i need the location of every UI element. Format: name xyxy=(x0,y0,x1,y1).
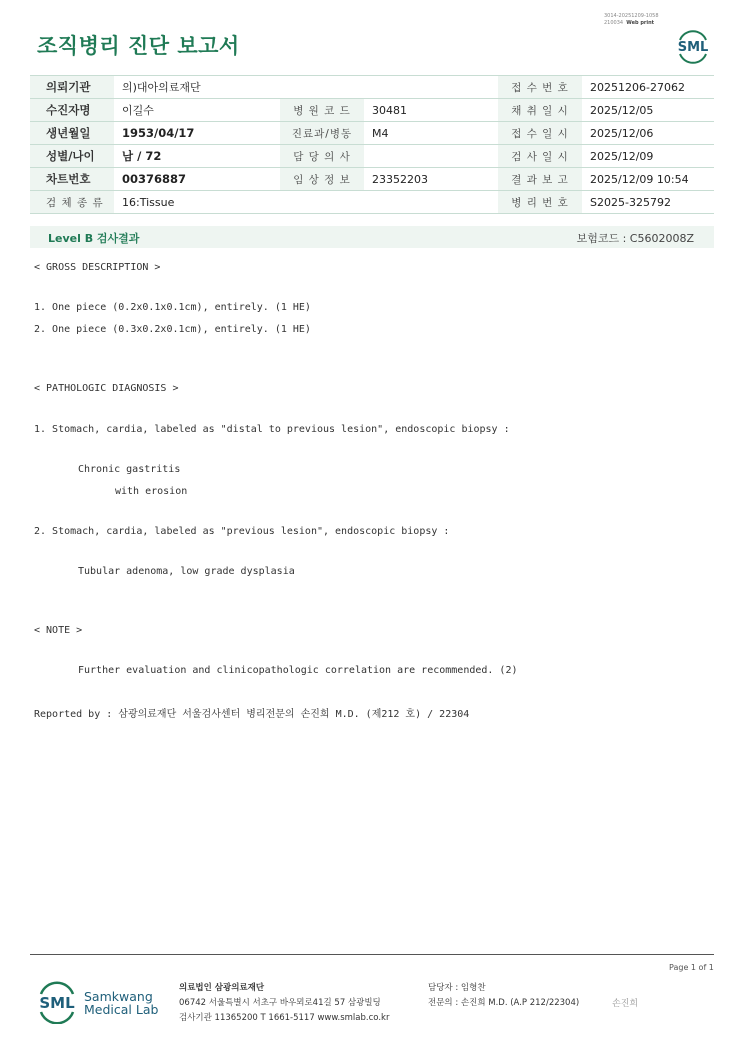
birth-value: 1953/04/17 xyxy=(114,122,280,145)
table-row xyxy=(30,76,714,99)
corp-contact: 검사기관 11365200 T 1661-5117 www.smlab.co.kr xyxy=(179,1013,390,1023)
document-code-line1: 3014-20251209-1058 xyxy=(604,13,659,19)
diagnosis-1-finding: Chronic gastritis xyxy=(78,464,181,475)
exam-date-label: 검 사 일 시 xyxy=(498,145,582,168)
table-row xyxy=(30,99,714,122)
patient-info-table xyxy=(30,75,714,214)
note-heading: < NOTE > xyxy=(34,625,83,636)
logo-top-text: SML xyxy=(677,40,709,55)
hosp-code-value: 30481 xyxy=(364,99,498,122)
exam-date-value: 2025/12/09 xyxy=(582,145,714,168)
brand-name xyxy=(84,990,158,1016)
recv-date-value: 2025/12/06 xyxy=(582,122,714,145)
diagnosis-line-1: 1. Stomach, cardia, labeled as "distal to previous lesion", endoscopic biopsy : xyxy=(34,424,510,435)
diagnosis-line-2: 2. Stomach, cardia, labeled as "previous lesion", endoscopic biopsy : xyxy=(34,526,450,537)
table-row xyxy=(30,145,714,168)
path-no-value: S2025-325792 xyxy=(582,191,714,214)
diagnosis-2-finding: Tubular adenoma, low grade dysplasia xyxy=(78,566,295,577)
chart-label: 차트번호 xyxy=(30,168,114,191)
gross-heading: < GROSS DESCRIPTION > xyxy=(34,262,161,273)
clinical-value: 23352203 xyxy=(364,168,498,191)
brand-line-1: Samkwang xyxy=(84,989,153,1004)
sml-footer-logo-icon xyxy=(36,980,78,1024)
hosp-code-label: 병 원 코 드 xyxy=(280,99,364,122)
note-line-1: Further evaluation and clinicopathologic correlation are recommended. (2) xyxy=(78,665,518,676)
page-title: 조직병리 진단 보고서 xyxy=(37,34,240,58)
collect-date-value: 2025/12/05 xyxy=(582,99,714,122)
staff-info xyxy=(428,981,579,1011)
corp-address: 06742 서울특별시 서초구 바우뫼로41길 57 삼광빌딩 xyxy=(179,998,381,1008)
corp-name: 의료법인 삼광의료재단 xyxy=(179,983,265,993)
doctor-label: 담 당 의 사 xyxy=(280,145,364,168)
clinical-label: 임 상 정 보 xyxy=(280,168,364,191)
client-label: 의뢰기관 xyxy=(30,76,114,99)
collect-date-label: 채 취 일 시 xyxy=(498,99,582,122)
doctor-value xyxy=(364,145,498,168)
gross-line-2: 2. One piece (0.3x0.2x0.1cm), entirely. (1 HE) xyxy=(34,324,311,335)
insurance-code: 보험코드 : C5602008Z xyxy=(576,232,694,245)
footer-divider xyxy=(30,954,714,955)
sex-age-label: 성별/나이 xyxy=(30,145,114,168)
signature: 손진희 xyxy=(612,999,639,1009)
client-value: 의)대아의료재단 xyxy=(114,76,498,99)
diagnosis-heading: < PATHOLOGIC DIAGNOSIS > xyxy=(34,383,179,394)
birth-label: 생년월일 xyxy=(30,122,114,145)
recv-no-label: 접 수 번 호 xyxy=(498,76,582,99)
specimen-label: 검 체 종 류 xyxy=(30,191,114,214)
dept-value: M4 xyxy=(364,122,498,145)
table-row xyxy=(30,122,714,145)
recv-no-value: 20251206-27062 xyxy=(582,76,714,99)
sml-logo-icon xyxy=(674,26,712,64)
brand-line-2: Medical Lab xyxy=(84,1002,159,1017)
level-bar xyxy=(30,226,714,248)
dept-label: 진료과/병동 xyxy=(280,122,364,145)
reported-by: Reported by : 삼광의료재단 서울검사센터 병리전문의 손진희 M.D. (제212 호) / 22304 xyxy=(34,709,470,720)
page-number: Page 1 of 1 xyxy=(669,963,714,972)
document-code-line2: 210034 xyxy=(604,20,624,26)
staff-contact-person: 담당자 : 임형찬 xyxy=(428,983,486,993)
report-date-label: 결 과 보 고 xyxy=(498,168,582,191)
patient-value: 이길수 xyxy=(114,99,280,122)
path-no-label: 병 리 번 호 xyxy=(498,191,582,214)
level-label: Level B 검사결과 xyxy=(48,232,140,245)
web-print-label: Web print xyxy=(626,20,655,26)
specimen-value: 16:Tissue xyxy=(114,191,498,214)
recv-date-label: 접 수 일 시 xyxy=(498,122,582,145)
table-row xyxy=(30,168,714,191)
report-date-value: 2025/12/09 10:54 xyxy=(582,168,714,191)
diagnosis-1-detail: with erosion xyxy=(115,486,188,497)
table-row xyxy=(30,191,714,214)
chart-value: 00376887 xyxy=(114,168,280,191)
staff-specialist: 전문의 : 손진희 M.D. (A.P 212/22304) xyxy=(428,998,580,1008)
patient-label: 수진자명 xyxy=(30,99,114,122)
corp-info xyxy=(179,981,389,1026)
sex-age-value: 남 / 72 xyxy=(114,145,280,168)
logo-bottom-text: SML xyxy=(39,994,75,1012)
gross-line-1: 1. One piece (0.2x0.1x0.1cm), entirely. (1 HE) xyxy=(34,302,311,313)
document-code xyxy=(604,13,659,27)
